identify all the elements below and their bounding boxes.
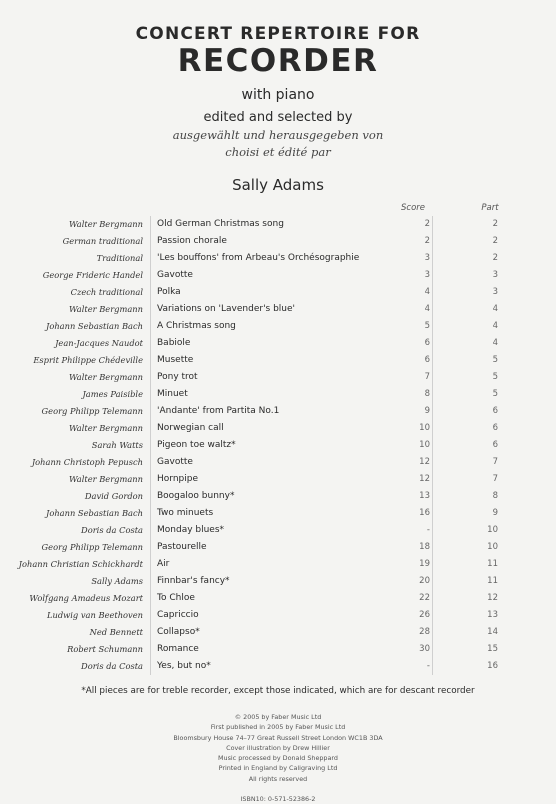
score-page: 12 <box>419 474 430 484</box>
composer-name: German traditional <box>62 236 143 246</box>
piece-title: Collapso* <box>157 627 200 637</box>
table-row <box>0 352 556 369</box>
column-divider <box>150 471 151 488</box>
table-row <box>0 505 556 522</box>
composer-name: Doris da Costa <box>81 661 143 671</box>
column-header-score: Score <box>401 203 425 213</box>
column-divider <box>150 233 151 250</box>
column-divider <box>150 403 151 420</box>
piece-title: Variations on 'Lavender's blue' <box>157 304 296 314</box>
credit-line: Music processed by Donald Sheppard <box>218 754 338 763</box>
piece-title: Capriccio <box>157 610 199 620</box>
piece-title: Pastourelle <box>157 542 207 552</box>
piece-title: 'Les bouffons' from Arbeau's Orchésographie <box>157 253 360 263</box>
editor-name: Sally Adams <box>232 176 324 194</box>
column-divider <box>150 216 151 233</box>
title-line-1: CONCERT REPERTOIRE FOR <box>135 24 421 44</box>
part-page: 3 <box>492 270 498 280</box>
edited-by-german: ausgewählt und herausgegeben von <box>172 128 384 142</box>
score-page: 19 <box>419 559 430 569</box>
column-divider <box>150 335 151 352</box>
score-page: 22 <box>419 593 430 603</box>
score-page: 18 <box>419 542 430 552</box>
score-page: 6 <box>424 338 430 348</box>
title-main: RECORDER <box>177 43 379 79</box>
piece-title: Pony trot <box>157 372 198 382</box>
composer-name: Czech traditional <box>70 287 143 297</box>
piece-title: Gavotte <box>157 270 193 280</box>
score-page: 30 <box>419 644 430 654</box>
table-row <box>0 522 556 539</box>
composer-name: Johann Christian Schickhardt <box>18 559 143 569</box>
piece-title: Two minuets <box>157 508 214 518</box>
column-divider <box>150 641 151 658</box>
column-divider <box>150 573 151 590</box>
column-divider <box>150 318 151 335</box>
part-page: 14 <box>487 627 498 637</box>
part-page: 7 <box>492 457 498 467</box>
table-row <box>0 301 556 318</box>
composer-name: Doris da Costa <box>81 525 143 535</box>
part-page: 12 <box>487 593 498 603</box>
piece-title: Minuet <box>157 389 188 399</box>
score-page: 5 <box>424 321 430 331</box>
part-page: 10 <box>487 525 498 535</box>
piece-title: Boogaloo bunny* <box>157 491 235 501</box>
score-page: 6 <box>424 355 430 365</box>
composer-name: Walter Bergmann <box>68 372 143 382</box>
composer-name: Wolfgang Amadeus Mozart <box>29 593 143 603</box>
column-divider <box>150 522 151 539</box>
part-page: 11 <box>487 559 498 569</box>
footnote: *All pieces are for treble recorder, except those indicated, which are for descant recorder <box>81 686 475 696</box>
part-page: 2 <box>492 236 498 246</box>
part-page: 4 <box>492 321 498 331</box>
piece-title: To Chloe <box>157 593 195 603</box>
score-page: 4 <box>424 287 430 297</box>
table-row <box>0 216 556 233</box>
table-row <box>0 267 556 284</box>
composer-name: Robert Schumann <box>67 644 143 654</box>
piece-title: Finnbar's fancy* <box>157 576 230 586</box>
piece-title: Pigeon toe waltz* <box>157 440 236 450</box>
credit-line <box>0 784 556 794</box>
column-divider <box>150 386 151 403</box>
column-divider <box>150 420 151 437</box>
composer-name: James Paisible <box>82 389 143 399</box>
column-divider <box>150 369 151 386</box>
table-row <box>0 386 556 403</box>
part-page: 3 <box>492 287 498 297</box>
piece-title: Gavotte <box>157 457 193 467</box>
credit-line: Bloomsbury House 74–77 Great Russell Street London WC1B 3DA <box>173 733 383 742</box>
column-divider <box>150 556 151 573</box>
table-row <box>0 573 556 590</box>
edited-by-english: edited and selected by <box>203 110 353 125</box>
composer-name: Walter Bergmann <box>68 304 143 314</box>
piece-title: Polka <box>157 287 181 297</box>
score-page: 9 <box>424 406 430 416</box>
piece-title: Hornpipe <box>157 474 198 484</box>
piece-title: Romance <box>157 644 199 654</box>
column-divider <box>150 352 151 369</box>
score-page: - <box>426 525 430 535</box>
table-row <box>0 641 556 658</box>
composer-name: Walter Bergmann <box>68 423 143 433</box>
table-row <box>0 420 556 437</box>
table-row <box>0 454 556 471</box>
piece-title: Musette <box>157 355 194 365</box>
table-row <box>0 437 556 454</box>
table-row <box>0 556 556 573</box>
piece-title: Monday blues* <box>157 525 225 535</box>
composer-name: Sally Adams <box>91 576 143 586</box>
part-page: 7 <box>492 474 498 484</box>
score-page: 16 <box>419 508 430 518</box>
part-page: 6 <box>492 440 498 450</box>
composer-name: Traditional <box>96 253 143 263</box>
credit-line: © 2005 by Faber Music Ltd <box>234 713 322 721</box>
score-page: 28 <box>419 627 430 637</box>
composer-name: George Frideric Handel <box>42 270 143 280</box>
piece-title: Babiole <box>157 338 191 348</box>
table-row <box>0 284 556 301</box>
composer-name: Johann Christoph Pepusch <box>31 457 143 467</box>
table-row <box>0 318 556 335</box>
score-page: 12 <box>419 457 430 467</box>
composer-name: Johann Sebastian Bach <box>46 321 143 331</box>
credit-line: ISBN10: 0-571-52386-2 <box>240 795 316 804</box>
credit-line: First published in 2005 by Faber Music Ltd <box>210 723 346 732</box>
piece-title: Yes, but no* <box>157 661 211 671</box>
composer-name: Georg Philipp Telemann <box>41 406 143 416</box>
part-page: 11 <box>487 576 498 586</box>
part-page: 5 <box>492 372 498 382</box>
score-page: 2 <box>424 236 430 246</box>
column-divider <box>150 454 151 471</box>
part-page: 4 <box>492 304 498 314</box>
table-row <box>0 590 556 607</box>
piece-title: 'Andante' from Partita No.1 <box>157 406 280 416</box>
column-divider <box>150 505 151 522</box>
table-row <box>0 250 556 267</box>
table-row <box>0 233 556 250</box>
piece-title: Passion chorale <box>157 236 227 246</box>
composer-name: Walter Bergmann <box>68 219 143 229</box>
score-page: 8 <box>424 389 430 399</box>
column-divider <box>150 607 151 624</box>
column-divider <box>150 437 151 454</box>
composer-name: Johann Sebastian Bach <box>46 508 143 518</box>
column-divider <box>150 590 151 607</box>
table-row <box>0 369 556 386</box>
composer-name: Jean-Jacques Naudot <box>55 338 143 348</box>
composer-name: Esprit Philippe Chédeville <box>33 355 143 365</box>
column-header-part: Part <box>481 203 499 213</box>
subtitle: with piano <box>241 87 315 103</box>
part-page: 5 <box>492 389 498 399</box>
credit-line: All rights reserved <box>248 774 308 783</box>
table-row <box>0 658 556 675</box>
piece-title: A Christmas song <box>157 321 236 331</box>
part-page: 6 <box>492 406 498 416</box>
column-divider <box>150 267 151 284</box>
part-page: 2 <box>492 253 498 263</box>
part-page: 13 <box>487 610 498 620</box>
table-row <box>0 624 556 641</box>
score-page: 3 <box>424 253 430 263</box>
score-page: - <box>426 661 430 671</box>
publication-credits <box>0 712 556 804</box>
piece-title: Old German Christmas song <box>157 219 284 229</box>
score-page: 7 <box>424 372 430 382</box>
column-divider <box>150 539 151 556</box>
score-page: 26 <box>419 610 430 620</box>
part-page: 8 <box>492 491 498 501</box>
score-page: 3 <box>424 270 430 280</box>
score-page: 10 <box>419 423 430 433</box>
edited-by-french: choisi et édité par <box>225 145 331 159</box>
table-row <box>0 488 556 505</box>
part-page: 9 <box>492 508 498 518</box>
score-page: 4 <box>424 304 430 314</box>
table-row <box>0 403 556 420</box>
score-page: 10 <box>419 440 430 450</box>
table-row <box>0 471 556 488</box>
part-page: 10 <box>487 542 498 552</box>
part-page: 5 <box>492 355 498 365</box>
score-page: 20 <box>419 576 430 586</box>
part-page: 16 <box>487 661 498 671</box>
piece-title: Norwegian call <box>157 423 224 433</box>
score-page: 2 <box>424 219 430 229</box>
composer-name: Walter Bergmann <box>68 474 143 484</box>
part-page: 6 <box>492 423 498 433</box>
composer-name: Ludwig van Beethoven <box>46 610 143 620</box>
table-row <box>0 539 556 556</box>
piece-title: Air <box>157 559 170 569</box>
part-page: 15 <box>487 644 498 654</box>
column-divider <box>150 624 151 641</box>
part-page: 4 <box>492 338 498 348</box>
column-divider <box>150 250 151 267</box>
column-divider <box>150 658 151 675</box>
table-row <box>0 607 556 624</box>
score-page: 13 <box>419 491 430 501</box>
composer-name: David Gordon <box>84 491 143 501</box>
composer-name: Sarah Watts <box>91 440 143 450</box>
column-divider <box>150 301 151 318</box>
credit-line: Cover illustration by Drew Hillier <box>226 743 330 752</box>
composer-name: Georg Philipp Telemann <box>41 542 143 552</box>
column-divider <box>150 284 151 301</box>
part-page: 2 <box>492 219 498 229</box>
table-row <box>0 335 556 352</box>
credit-line: Printed in England by Caligraving Ltd <box>218 764 338 773</box>
composer-name: Ned Bennett <box>89 627 143 637</box>
column-divider <box>150 488 151 505</box>
